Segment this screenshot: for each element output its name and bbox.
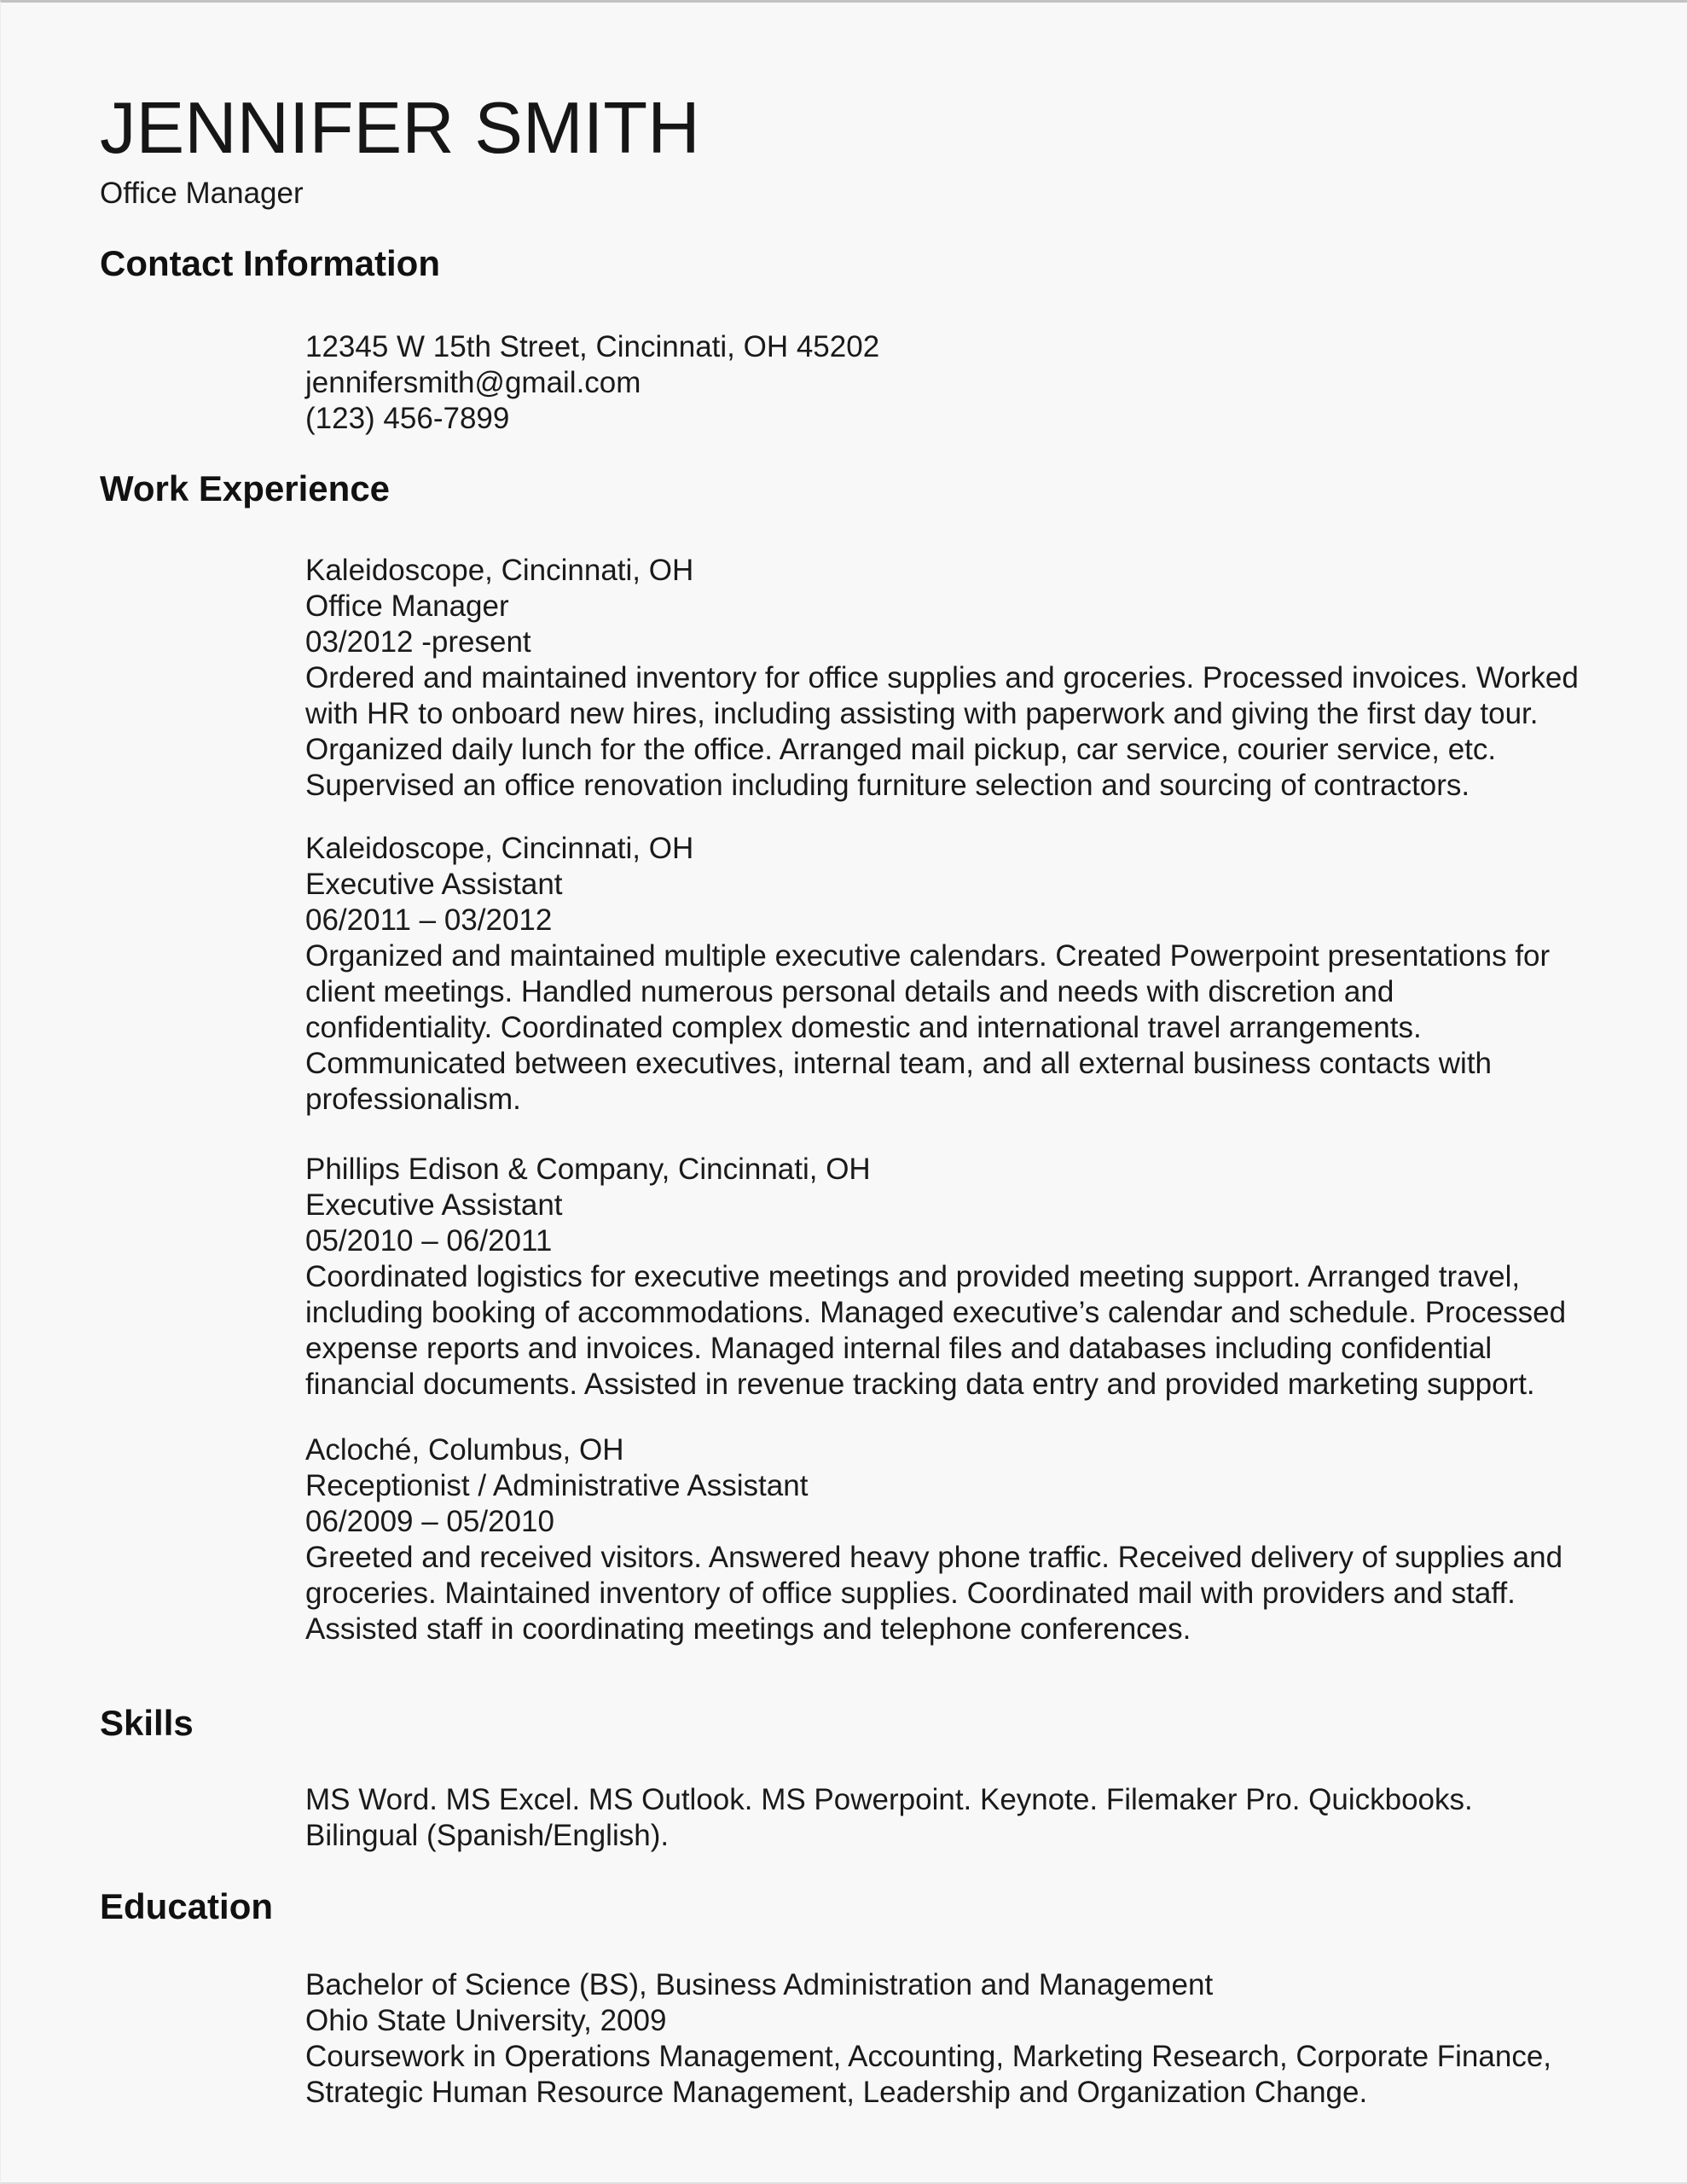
- contact-details: [305, 329, 1588, 437]
- skills-heading: Skills: [100, 1703, 194, 1743]
- education-entry: [305, 1967, 1588, 2111]
- job-entry: [305, 1432, 1588, 1647]
- job-dates: 06/2009 – 05/2010: [305, 1505, 554, 1538]
- job-entry: [305, 831, 1588, 1118]
- resume-header: [100, 89, 1588, 212]
- section-work: [100, 468, 1588, 1647]
- job-dates: 03/2012 -present: [305, 625, 531, 659]
- job-list: [305, 553, 1588, 1647]
- job-company: Kaleidoscope, Cincinnati, OH: [305, 832, 694, 865]
- job-entry: [305, 1152, 1588, 1403]
- job-dates: 06/2011 – 03/2012: [305, 903, 553, 937]
- section-contact: [100, 242, 1588, 437]
- skills-summary: MS Word. MS Excel. MS Outlook. MS Powerpoint. Keynote. Filemaker Pro. Quickbooks. Bilingual (Spanish/English).: [305, 1783, 1473, 1852]
- job-role: Receptionist / Administrative Assistant: [305, 1469, 809, 1502]
- contact-email-line: jennifersmith@gmail.com: [305, 366, 641, 399]
- education-school: Ohio State University, 2009: [305, 2004, 667, 2037]
- section-skills: [100, 1702, 1588, 1854]
- job-company: Phillips Edison & Company, Cincinnati, OH: [305, 1153, 871, 1186]
- job-entry: [305, 553, 1588, 804]
- education-degree: Bachelor of Science (BS), Business Administration and Management: [305, 1968, 1214, 2001]
- job-dates: 05/2010 – 06/2011: [305, 1224, 553, 1258]
- contact-heading: Contact Information: [100, 243, 440, 283]
- job-company: Kaleidoscope, Cincinnati, OH: [305, 554, 694, 587]
- person-job-title: Office Manager: [100, 177, 304, 210]
- work-heading: Work Experience: [100, 468, 391, 508]
- job-description: Coordinated logistics for executive meetings and provided meeting support. Arranged travel, including booking of accommodations. Managed executive’s calendar and schedule. Processed expense reports and invoices. Managed internal files and databases including confidential financial documents. Assisted in revenue tracking data entry and provided marketing support.: [305, 1260, 1567, 1401]
- job-role: Executive Assistant: [305, 1188, 563, 1222]
- contact-address-line: 12345 W 15th Street, Cincinnati, OH 45202: [305, 330, 880, 363]
- person-name: JENNIFER SMITH: [100, 88, 700, 169]
- education-coursework: Coursework in Operations Management, Accounting, Marketing Research, Corporate Finance, Strategic Human Resource Management, Leadership and Organization Change.: [305, 2040, 1552, 2109]
- job-company: Acloché, Columbus, OH: [305, 1433, 624, 1467]
- job-role: Executive Assistant: [305, 868, 563, 901]
- education-heading: Education: [100, 1886, 274, 1926]
- job-role: Office Manager: [305, 590, 509, 623]
- section-education: [100, 1885, 1588, 2111]
- contact-phone-line: (123) 456-7899: [305, 402, 510, 435]
- job-description: Ordered and maintained inventory for office supplies and groceries. Processed invoices. Worked with HR to onboard new hires, including assisting with paperwork and giving the first day tour. Organized daily lunch for the office. Arranged mail pickup, car service, courier service, etc. Supervised an office renovation including furniture selection and sourcing of contractors.: [305, 661, 1579, 802]
- job-description: Greeted and received visitors. Answered heavy phone traffic. Received delivery of supplies and groceries. Maintained inventory of office supplies. Coordinated mail with providers and staff. Assisted staff in coordinating meetings and telephone conferences.: [305, 1541, 1563, 1646]
- job-description: Organized and maintained multiple executive calendars. Created Powerpoint presentations for client meetings. Handled numerous personal details and needs with discretion and confidentiality. Coordinated complex domestic and international travel arrangements. Communicated between executives, internal team, and all external business contacts with professionalism.: [305, 939, 1551, 1116]
